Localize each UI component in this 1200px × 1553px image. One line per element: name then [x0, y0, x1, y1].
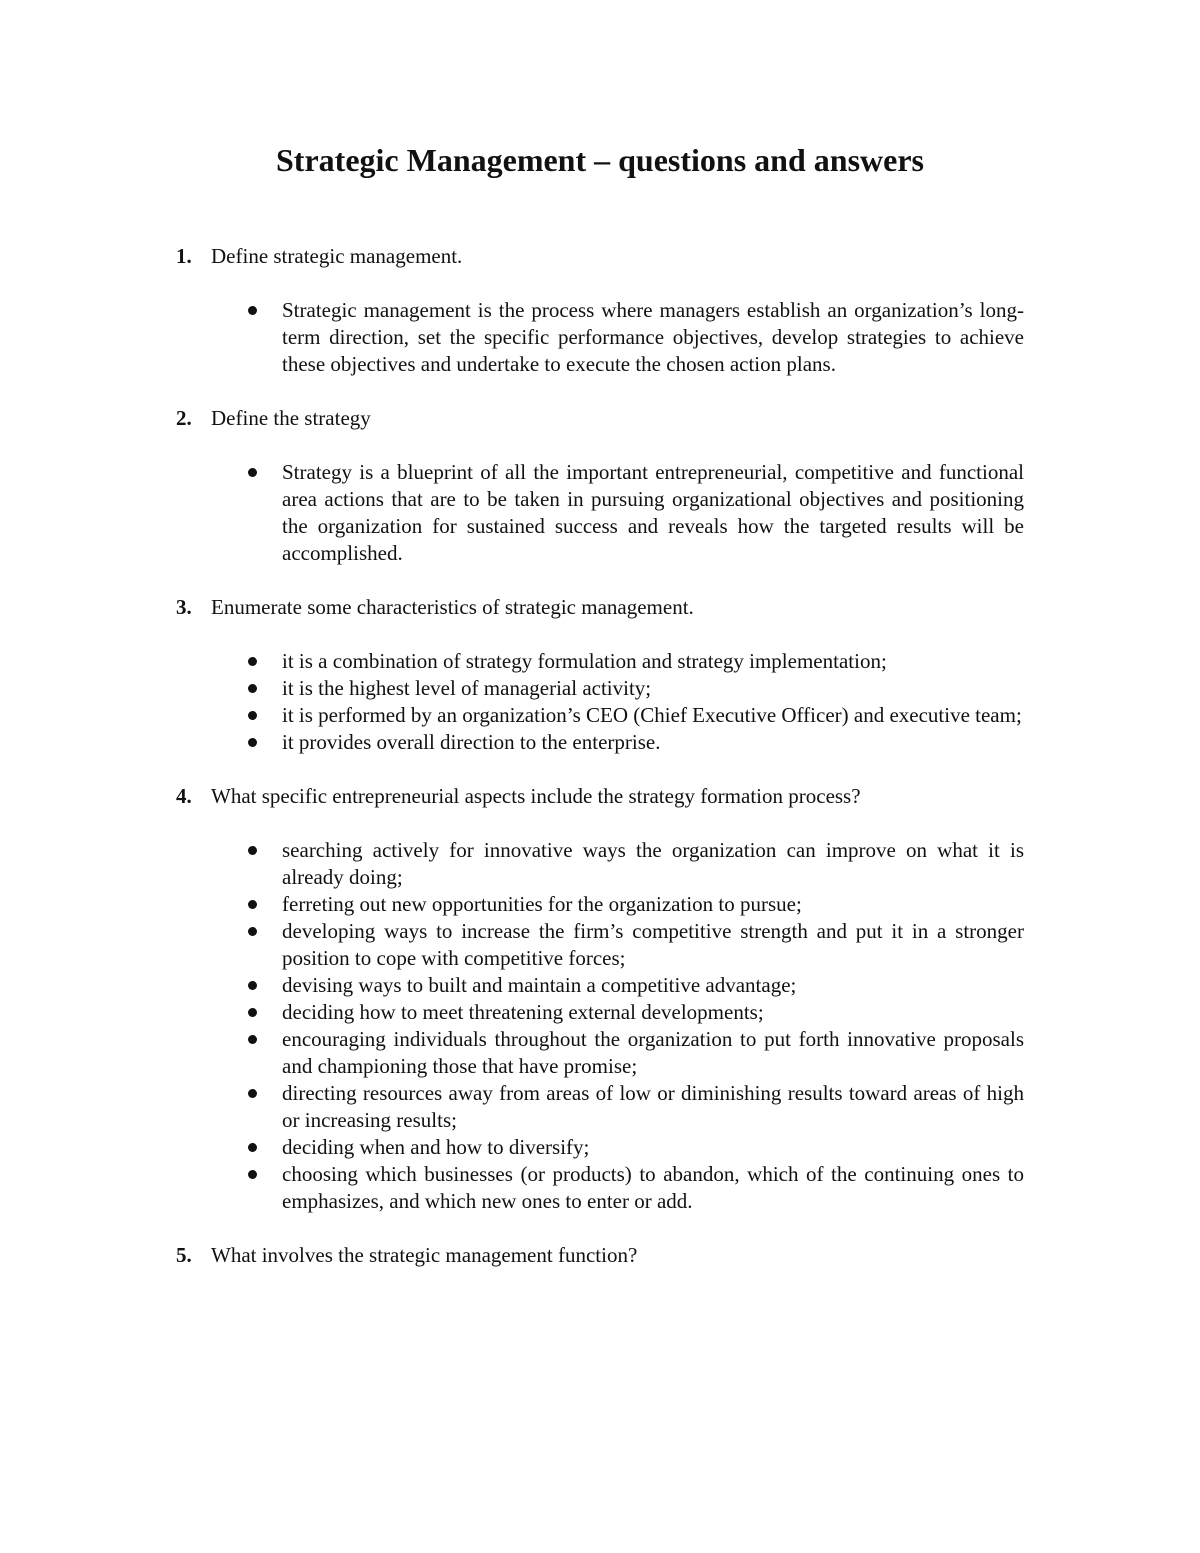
- answer-list: [176, 459, 1024, 567]
- question-number: 4.: [176, 784, 192, 808]
- answer-item: [242, 972, 1024, 999]
- answer-text: deciding how to meet threatening external developments;: [282, 1000, 764, 1024]
- question-number: 5.: [176, 1243, 192, 1267]
- bullet-icon: [248, 306, 257, 315]
- answer-text: choosing which businesses (or products) to abandon, which of the continuing ones to emphasizes, and which new ones to enter or add.: [282, 1162, 1024, 1213]
- question-number: 2.: [176, 406, 192, 430]
- answer-item: [242, 1134, 1024, 1161]
- bullet-icon: [248, 981, 257, 990]
- answer-item: [242, 459, 1024, 567]
- answer-list: [176, 297, 1024, 378]
- answer-text: ferreting out new opportunities for the organization to pursue;: [282, 892, 802, 916]
- answer-item: [242, 702, 1024, 729]
- page-title: Strategic Management – questions and answers: [276, 142, 924, 178]
- bullet-icon: [248, 1143, 257, 1152]
- answer-item: [242, 297, 1024, 378]
- question-item: [176, 783, 1024, 810]
- answer-text: deciding when and how to diversify;: [282, 1135, 590, 1159]
- answer-text: Strategic management is the process where managers establish an organization’s long-term direction, set the specific performance objectives, develop strategies to achieve these objectives and undertake to execute the chosen action plans.: [282, 298, 1024, 376]
- question-item: [176, 594, 1024, 621]
- bullet-icon: [248, 738, 257, 747]
- bullet-icon: [248, 1008, 257, 1017]
- answer-item: [242, 918, 1024, 972]
- question-item: [176, 405, 1024, 432]
- bullet-icon: [248, 846, 257, 855]
- answer-text: encouraging individuals throughout the organization to put forth innovative proposals and championing those that have promise;: [282, 1027, 1024, 1078]
- answer-item: [242, 1161, 1024, 1215]
- answer-text: directing resources away from areas of low or diminishing results toward areas of high or increasing results;: [282, 1081, 1024, 1132]
- question-item: [176, 243, 1024, 270]
- answer-item: [242, 1080, 1024, 1134]
- answer-item: [242, 1026, 1024, 1080]
- question-number: 1.: [176, 244, 192, 268]
- answer-list: [176, 837, 1024, 1215]
- bullet-icon: [248, 1170, 257, 1179]
- bullet-icon: [248, 711, 257, 720]
- bullet-icon: [248, 1035, 257, 1044]
- bullet-icon: [248, 927, 257, 936]
- question-text: What involves the strategic management function?: [211, 1243, 638, 1267]
- question-text: Define strategic management.: [211, 244, 463, 268]
- bullet-icon: [248, 1089, 257, 1098]
- answer-text: searching actively for innovative ways the organization can improve on what it is already doing;: [282, 838, 1024, 889]
- answer-item: [242, 891, 1024, 918]
- answer-text: developing ways to increase the firm’s competitive strength and put it in a stronger position to cope with competitive forces;: [282, 919, 1024, 970]
- bullet-icon: [248, 657, 257, 666]
- bullet-icon: [248, 468, 257, 477]
- answer-text: it is performed by an organization’s CEO (Chief Executive Officer) and executive team;: [282, 703, 1022, 727]
- answer-text: it is a combination of strategy formulation and strategy implementation;: [282, 649, 887, 673]
- question-number: 3.: [176, 595, 192, 619]
- answer-text: it is the highest level of managerial activity;: [282, 676, 652, 700]
- answer-item: [242, 837, 1024, 891]
- question-text: What specific entrepreneurial aspects include the strategy formation process?: [211, 784, 861, 808]
- qa-list: [176, 243, 1024, 1269]
- question-text: Enumerate some characteristics of strategic management.: [211, 595, 694, 619]
- answer-text: devising ways to built and maintain a competitive advantage;: [282, 973, 797, 997]
- bullet-icon: [248, 684, 257, 693]
- answer-item: [242, 648, 1024, 675]
- question-item: [176, 1242, 1024, 1269]
- answer-item: [242, 999, 1024, 1026]
- answer-item: [242, 729, 1024, 756]
- answer-text: Strategy is a blueprint of all the important entrepreneurial, competitive and functional area actions that are to be taken in pursuing organizational objectives and positioning the organization for sustained success and reveals how the targeted results will be accomplished.: [282, 460, 1024, 565]
- answer-item: [242, 675, 1024, 702]
- question-text: Define the strategy: [211, 406, 371, 430]
- answer-list: [176, 648, 1024, 756]
- answer-text: it provides overall direction to the enterprise.: [282, 730, 661, 754]
- bullet-icon: [248, 900, 257, 909]
